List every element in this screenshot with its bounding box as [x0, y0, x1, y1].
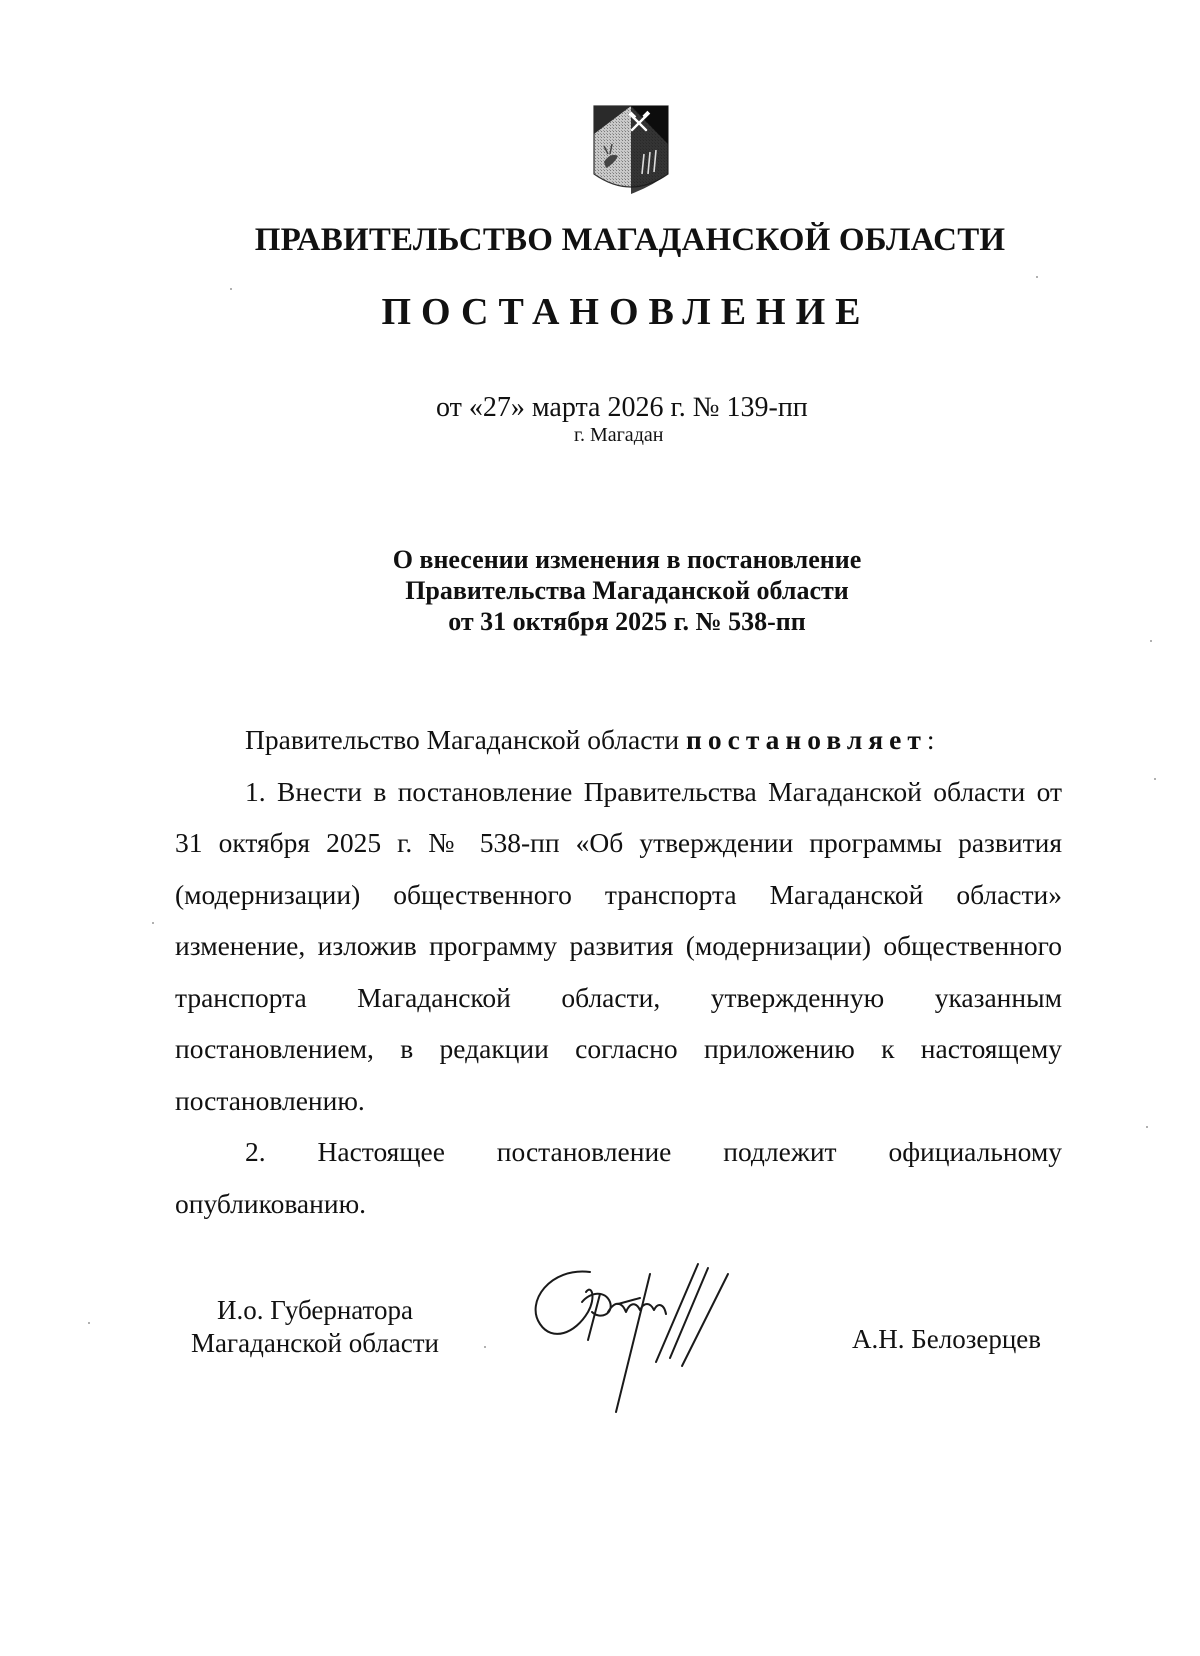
document-body	[175, 714, 1062, 1229]
signatory-position	[180, 1294, 450, 1360]
document-subject	[0, 544, 1200, 637]
scan-speck	[484, 1346, 486, 1348]
magadan-coat-of-arms-icon	[592, 104, 670, 198]
document-date-number: от «27» марта 2026 г. № 139-пп	[436, 392, 808, 423]
intro-prefix: Правительство Магаданской области	[245, 724, 687, 755]
position-line-2: Магаданской области	[191, 1328, 439, 1358]
scan-speck	[152, 922, 154, 924]
subject-line-2: Правительства Магаданской области	[405, 576, 849, 605]
document-city: г. Магадан	[574, 424, 664, 446]
scan-speck	[1036, 276, 1038, 278]
intro-suffix: :	[926, 724, 935, 755]
position-line-1: И.о. Губернатора	[216, 1295, 413, 1325]
scan-speck	[1154, 778, 1156, 780]
scan-speck	[230, 288, 232, 290]
scan-speck	[1150, 640, 1152, 642]
intro-verb: постановляет	[686, 724, 927, 755]
scan-speck	[1146, 1126, 1148, 1128]
handwritten-signature-icon	[530, 1262, 790, 1422]
paragraph-item-1: 1. Внести в постановление Правительства Магаданской области от 31 октября 2025 г. № 538-пп «Об утверждении программы развития (модернизации) общественного транспорта Магаданской области» изменение, изложив программу развития (модернизации) общественного транспорта Магаданской области, утвержденную указанным постановлением, в редакции согласно приложению к настоящему постановлению.	[175, 775, 1062, 1116]
intro-paragraph	[175, 714, 1062, 766]
document-type: ПОСТАНОВЛЕНИЕ	[381, 291, 871, 333]
subject-line-1: О внесении изменения в постановление	[392, 545, 862, 574]
scan-speck	[88, 1322, 90, 1324]
organization-title: ПРАВИТЕЛЬСТВО МАГАДАНСКОЙ ОБЛАСТИ	[254, 222, 1006, 258]
signatory-name: А.Н. Белозерцев	[852, 1324, 1042, 1354]
subject-line-3: от 31 октября 2025 г. № 538-пп	[448, 607, 806, 636]
paragraph-item-2: 2. Настоящее постановление подлежит официальному опубликованию.	[175, 1136, 1062, 1219]
